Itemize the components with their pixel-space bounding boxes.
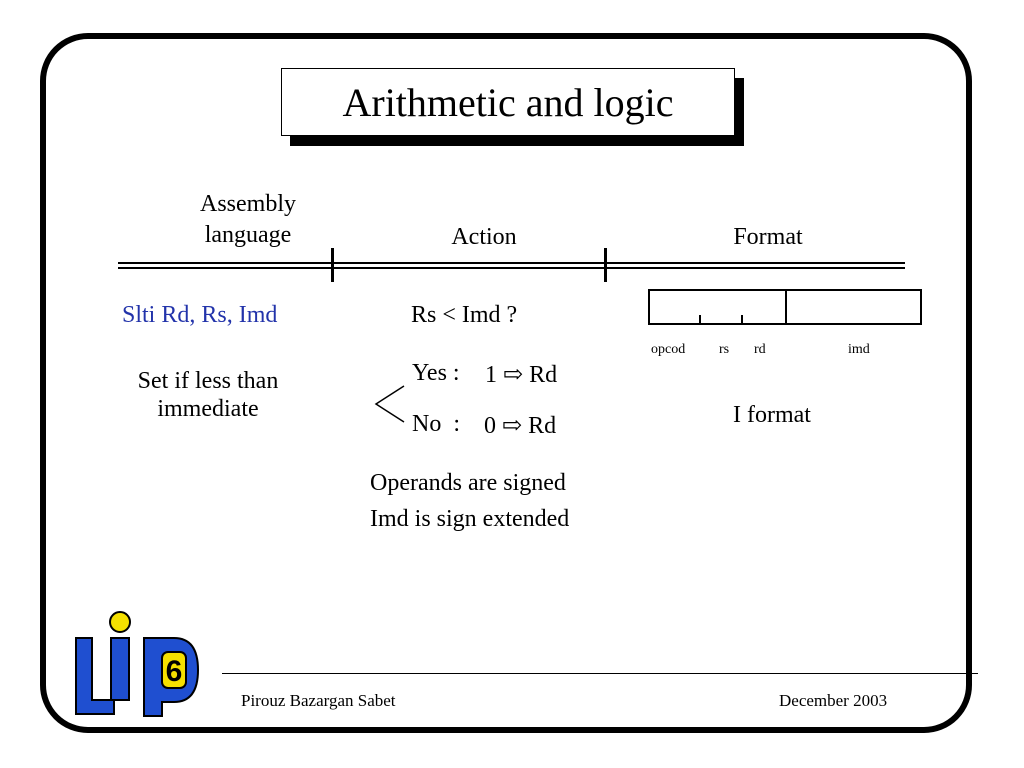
footer-author: Pirouz Bazargan Sabet: [241, 691, 396, 710]
footer-divider: [222, 673, 978, 674]
header-divider-line-top: [118, 262, 905, 264]
format-name: I format: [733, 402, 811, 428]
format-tick-rs-rd: [741, 315, 743, 325]
note-operands-signed: Operands are signed: [370, 470, 566, 496]
format-tick-opcod-rs: [699, 315, 701, 325]
yes-result: 1 ⇨ Rd: [485, 362, 558, 388]
no-label: No :: [412, 411, 460, 437]
column-separator-1: [331, 248, 334, 282]
field-rd: rd: [754, 342, 766, 357]
logo-six: 6: [165, 655, 183, 688]
field-imd: imd: [848, 342, 870, 357]
field-rs: rs: [719, 342, 730, 357]
instruction-description: [108, 367, 308, 423]
slide-title: Arithmetic and logic: [342, 79, 674, 125]
yes-label: Yes :: [412, 360, 460, 386]
title-box: [281, 68, 735, 136]
branch-bracket-icon: [372, 384, 408, 424]
column-separator-2: [604, 248, 607, 282]
field-opcod: opcod: [651, 342, 686, 357]
assembly-language-header: [168, 189, 328, 251]
assembly-header-line2: language: [204, 222, 292, 248]
assembly-header-line1: Assembly: [200, 191, 296, 217]
description-line1: Set if less than: [137, 368, 279, 394]
header-divider-line-bottom: [118, 267, 905, 269]
instruction-syntax: Slti Rd, Rs, Imd: [122, 302, 278, 328]
format-header: Format: [733, 224, 803, 250]
no-result: 0 ⇨ Rd: [484, 413, 557, 439]
note-imd-sign-extended: Imd is sign extended: [370, 506, 570, 532]
action-condition: Rs < Imd ?: [411, 302, 518, 328]
action-header: Action: [451, 224, 517, 250]
lip6-logo: [70, 608, 202, 720]
format-field-divider: [785, 289, 787, 325]
description-line2: immediate: [157, 396, 259, 422]
footer-date: December 2003: [779, 691, 888, 710]
